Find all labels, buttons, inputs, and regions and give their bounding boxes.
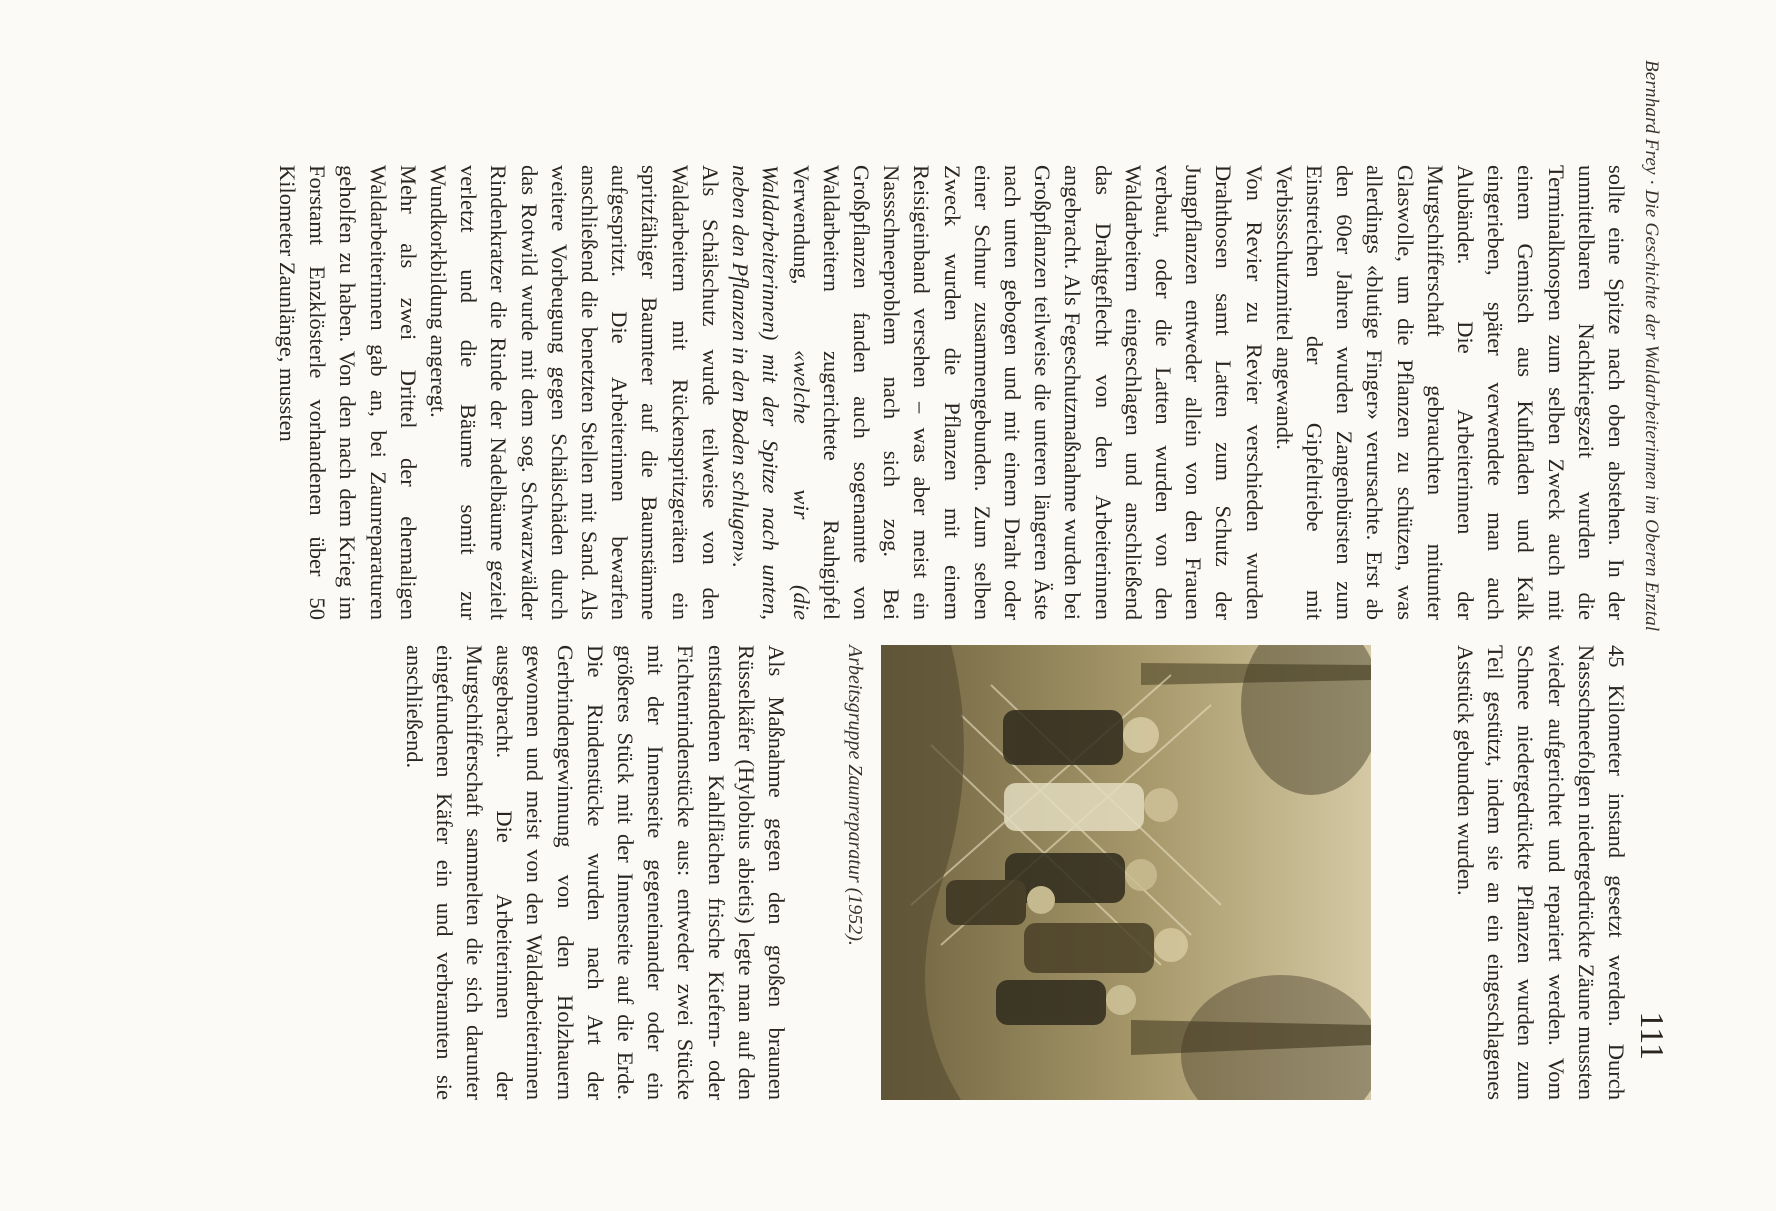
photo-illustration	[881, 645, 1371, 1100]
text-column-right-top	[1450, 645, 1631, 1100]
running-head: Bernhard Frey · Die Geschichte der Waldarbeiterinnen im Oberen Enztal	[1641, 60, 1662, 632]
photo-figure	[796, 645, 1371, 1100]
paragraph	[725, 165, 1269, 620]
text-column-right-bottom	[398, 645, 791, 1100]
figure-caption: Arbeitsgruppe Zaunreparatur (1952).	[844, 645, 866, 946]
paragraph-text: Von Revier zu Revier verschieden wurden Drahthosen samt Latten zum Schutz der Jungpflanzen entweder allein von den Frauen verbaut, oder die Latten wurden von den Waldarbeitern eingeschlagen und anschließend das Drahtgeflecht von den Arbeiterinnen angebracht. Als Fegeschutzmaßnahme wurden bei Großpflanzen teilweise die unteren längeren Äste nach unten gebogen und mit einem Draht oder einer Schnur zusammengebunden. Zum selben Zweck wurden die Pflanzen mit einem Reisigeinband versehen – was aber meist ein Nassschneeproblem nach sich zog. Bei Großpflanzen fanden auch sogenannte von Waldarbeitern zugerichtete Rauhgipfel Verwendung,	[788, 165, 1267, 620]
paragraph: Mehr als zwei Drittel der ehemaligen Waldarbeiterinnen gab an, bei Zaunreparaturen geholfen zu haben. Von den nach dem Krieg im Forstamt Enzklösterle vorhandenen über 50 Kilometer Zaunlänge, mussten	[275, 165, 421, 620]
text-column-left	[272, 165, 1631, 620]
paragraph: Als Maßnahme gegen den großen braunen Rüsselkäfer (Hylobius abietis) legte man auf den entstandenen Kahlflächen frische Kiefern- oder Fichtenrindenstücke aus: entweder zwei Stücke mit der Innenseite gegeneinander oder ein größeres Stück mit der Innenseite auf die Erde. Die Rindenstücke wurden nach Art der Gerbrindengewinnung von den Holzhauern gewonnen und meist von den Waldarbeiterinnen ausgebracht. Die Arbeiterinnen der Murgschifferschaft sammelten die sich darunter eingefundenen Käfer ein und verbrannten sie anschließend.	[401, 645, 789, 1100]
paragraph: 45 Kilometer instand gesetzt werden. Durch Nassschneefolgen niedergedrückte Zäune mussten wieder aufgerichtet und repariert werden. Vom Schnee niedergedrückte Pflanzen wurden zum Teil gestützt, indem sie an ein eingeschlagenes Aststück gebunden wurden.	[1452, 645, 1629, 1100]
paragraph: Als Schälschutz wurde teilweise von den Waldarbeitern mit Rückenspritzgeräten ein spritzfähiger Baumteer auf die Baumstämme aufgespritzt. Die Arbeiterinnen bewarfen anschließend die benetzten Stellen mit Sand. Als weitere Vorbeugung gegen Schälschäden durch das Rotwild wurde mit dem sog. Schwarzwälder Rindenkratzer die Rinde der Nadelbäume gezielt verletzt und die Bäume somit zur Wundkorkbildung angeregt.	[426, 165, 723, 620]
sepia-photo	[881, 645, 1371, 1100]
paragraph: sollte eine Spitze nach oben abstehen. In der unmittelbaren Nachkriegszeit wurden die Terminalknospen zum selben Zweck auch mit einem Gemisch aus Kuhfladen und Kalk eingerieben, später verwendete man auch Alubänder. Die Arbeiterinnen der Murgschifferschaft gebrauchten mitunter Glaswolle, um die Pflanzen zu schützen, was allerdings «blutige Finger» verursachte. Erst ab den 60er Jahren wurden Zangenbürsten zum Einstreichen der Gipfeltriebe mit Verbissschutzmittel angewandt.	[1271, 165, 1629, 620]
page-number: 111	[1633, 1011, 1670, 1060]
quote: «welche wir (die Waldarbeiterinnen) mit der Spitze nach unten, neben den Pflanzen in den Boden schlugen».	[728, 165, 814, 620]
